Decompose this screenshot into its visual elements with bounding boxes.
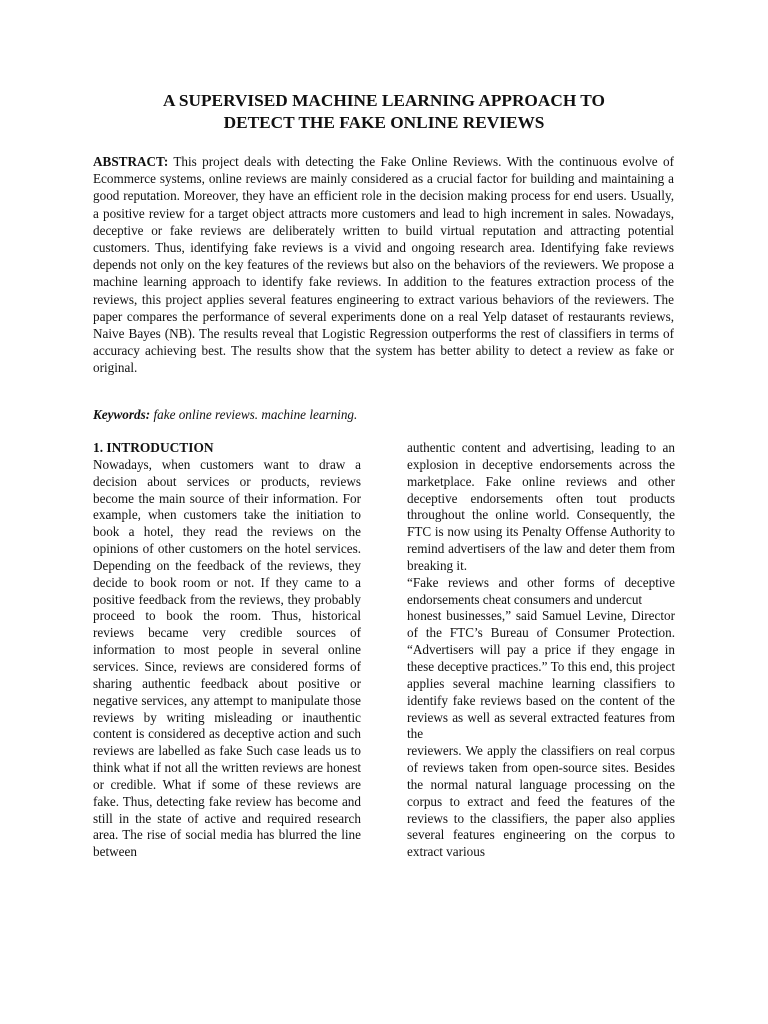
title-line-1: A SUPERVISED MACHINE LEARNING APPROACH TO (163, 91, 605, 110)
intro-paragraph-right-2: “Fake reviews and other forms of deceptive endorsements cheat consumers and undercut (407, 574, 675, 607)
section-heading-introduction: 1. INTRODUCTION (93, 440, 214, 455)
abstract (93, 153, 674, 377)
right-column (407, 440, 675, 861)
keywords-text: fake online reviews. machine learning. (150, 407, 358, 422)
keywords (93, 406, 357, 423)
intro-paragraph-left: Nowadays, when customers want to draw a decision about services or products, reviews become the main source of their information. For example, when customers take the initiation to book a hotel, they read the reviews on the opinions of other customers on the hotel services. Depending on the feedback of the reviews, they decide to book room or not. If they came to a positive feedback from the reviews, they probably proceed to book the room. Thus, historical reviews became very credible sources of information to most people in several online services. Since, reviews are considered forms of sharing authentic feedback about positive or negative services, any attempt to manipulate those reviews by writing misleading or inauthentic content is considered as deceptive action and such reviews are labelled as fake Such case leads us to think what if not all the written reviews are honest or credible. What if some of these reviews are fake. Thus, detecting fake review has become and still in the state of active and required research area. The rise of social media has blurred the line between (93, 456, 361, 860)
intro-paragraph-right-4: reviewers. We apply the classifiers on real corpus of reviews taken from open-source sites. Besides the normal natural language processing on the corpus to extract and feed the features of the reviews to the classifiers, the paper also applies several features engineering on the corpus to extract various (407, 743, 675, 860)
paper-title (60, 90, 708, 134)
keywords-label: Keywords: (93, 407, 151, 422)
intro-paragraph-right-3: honest businesses,” said Samuel Levine, Director of the FTC’s Bureau of Consumer Protection. “Advertisers will pay a price if they engage in these deceptive practices.” To this end, this project applies several machine learning classifiers to identify fake reviews based on the content of the reviews as well as several extracted features from the (407, 608, 675, 742)
left-column (93, 440, 361, 861)
title-line-2: DETECT THE FAKE ONLINE REVIEWS (223, 113, 545, 132)
abstract-text: This project deals with detecting the Fake Online Reviews. With the continuous evolve of Ecommerce systems, online reviews are mainly considered as a crucial factor for building and maintaining a good reputation. Moreover, they have an efficient role in the decision making process for end users. Usually, a positive review for a target object attracts more customers and lead to high increment in sales. Nowadays, deceptive or fake reviews are deliberately written to build virtual reputation and attracting potential customers. Thus, identifying fake reviews is a vivid and ongoing research area. Identifying fake reviews depends not only on the key features of the reviews but also on the behaviors of the reviewers. We propose a machine learning approach to identify fake reviews. In addition to the features extraction process of the reviews, this project applies several features engineering to extract various behaviors of the reviewers. The paper compares the performance of several experiments done on a real Yelp dataset of restaurants reviews, Naive Bayes (NB). The results reveal that Logistic Regression outperforms the rest of classifiers in terms of accuracy achieving best. The results show that the system has better ability to detect a review as fake or original. (93, 154, 674, 376)
intro-paragraph-right-1: authentic content and advertising, leading to an explosion in deceptive endorsements across the marketplace. Fake online reviews and other deceptive endorsements often tout products throughout the online world. Consequently, the FTC is now using its Penalty Offense Authority to remind advertisers of the law and deter them from breaking it. (407, 440, 675, 573)
abstract-label: ABSTRACT: (93, 154, 169, 169)
